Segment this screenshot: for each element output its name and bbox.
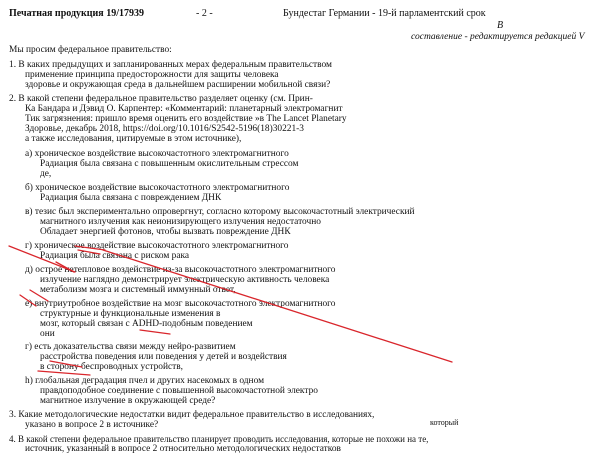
q4-line: источник, указанный в вопросе 2 относительно методологических недостатков: [25, 444, 341, 454]
q2-item-c: Обладает энергией фотонов, чтобы вызвать повреждение ДНК: [40, 227, 291, 237]
overlapping-word: который: [430, 418, 459, 427]
header-note: составление - редактируется редакцией V: [411, 32, 585, 42]
q2-line: Здоровье, декабрь 2018, https://doi.org/10.1016/S2542-5196(18)30221-3: [25, 124, 304, 134]
q2-item-c: в) тезис был экспериментально опровергнут, согласно которому высокочастотный электрический: [25, 207, 415, 217]
q2-item-h: правдоподобное соединение с повышенной высокочастотной электро: [40, 386, 318, 396]
q2-line: Тик загрязнения: пришло время оценить его воздействие »в The Lancet Planetary: [25, 114, 347, 124]
q2-item-h: h) глобальная деградация пчел и других насекомых в одном: [25, 376, 265, 386]
q2-item-h: магнитное излучение в окружающей среде?: [40, 396, 216, 406]
q2-item-d: г) хроническое воздействие высокочастотного электромагнитного: [25, 241, 289, 251]
q2-item-g: расстройства поведения или поведения у детей и воздействия: [40, 352, 287, 362]
q1-line: здоровье и окружающая среда в дальнейшем расширении мобильной связи?: [25, 80, 331, 90]
header-note-letter: В: [497, 20, 504, 31]
q2-item-a: Радиация была связана с повышенным окислительным стрессом: [40, 159, 299, 169]
parliament-header: Бундестаг Германии - 19-й парламентский срок: [283, 8, 486, 19]
q2-item-f: структурные и функциональные изменения в: [40, 309, 221, 319]
q2-item-g: в сторону беспроводных устройств,: [40, 362, 183, 372]
q3-line: 3. Какие методологические недостатки видит федеральное правительство в исследованиях,: [9, 410, 375, 420]
q2-item-e: излучение наглядно демонстрирует электрическую активность человека: [40, 275, 330, 285]
q2-item-b: б) хроническое воздействие высокочастотного электромагнитного: [25, 183, 290, 193]
q2-item-f: мозг, который связан с ADHD-подобным поведением: [40, 319, 253, 329]
q2-line: Ка Бандара и Дэвид О. Карпентер: «Комментарий: планетарный электромагнит: [25, 104, 343, 114]
page-number: - 2 -: [196, 8, 213, 19]
q1-line: применение принципа предосторожности для защиты человека: [25, 70, 279, 80]
q2-item-e: д) острое нетепловое воздействие из-за высокочастотного электромагнитного: [25, 265, 336, 275]
q2-item-g: г) есть доказательства связи между нейро-развитием: [25, 342, 236, 352]
q2-item-e: метаболизм мозга и системный иммунный ответ,: [40, 285, 236, 295]
intro-line: Мы просим федеральное правительство:: [9, 45, 172, 55]
q2-item-a: а) хроническое воздействие высокочастотного электромагнитного: [25, 149, 289, 159]
q4-line: 4. В какой степени федеральное правительство планирует проводить исследования, которые не похожи на те,: [9, 434, 429, 444]
document-number: Печатная продукция 19/17939: [9, 8, 144, 19]
q2-line: а также исследования, цитируемые в этом источнике),: [25, 134, 242, 144]
red-annotation-stroke: [140, 330, 170, 334]
q2-item-b: Радиация была связана с повреждением ДНК: [40, 193, 222, 203]
q2-item-d: Радиация была связана с риском рака: [40, 251, 190, 261]
q2-item-f: е) внутриутробное воздействие на мозг высокочастотного электромагнитного: [25, 299, 336, 309]
q1-line: 1. В каких предыдущих и запланированных мерах федеральным правительством: [9, 60, 332, 70]
q2-item-a: де,: [40, 169, 52, 179]
q2-item-f: они: [40, 329, 55, 339]
q2-line: 2. В какой степени федеральное правительство разделяет оценку (см. Прин-: [9, 94, 313, 104]
q3-line: указано в вопросе 2 в источнике?: [25, 420, 159, 430]
q2-item-c: магнитного излучения как неионизирующего излучения недостаточно: [40, 217, 321, 227]
